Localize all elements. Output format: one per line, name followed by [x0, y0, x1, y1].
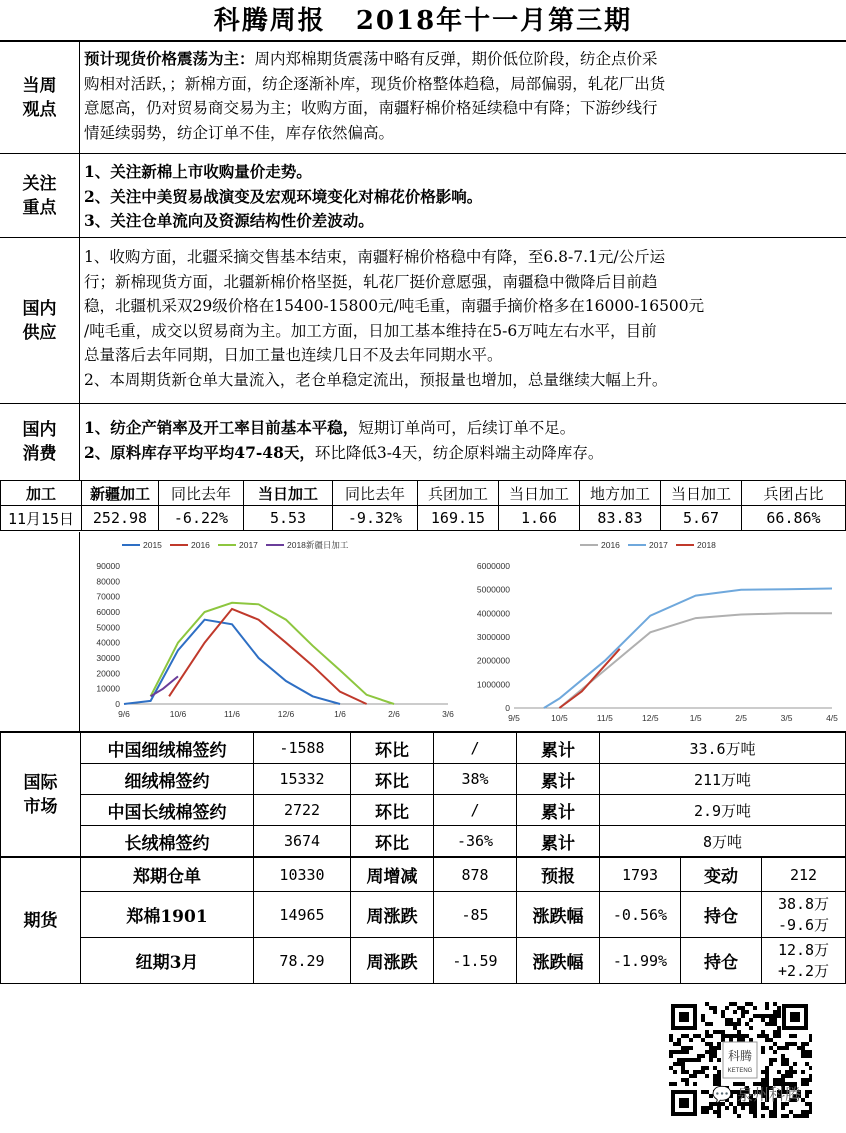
table-header-cell: 兵团占比: [742, 481, 846, 506]
y-tick-label: 5000000: [476, 584, 510, 595]
y-tick-label: 40000: [96, 637, 120, 648]
y-tick-label: 1000000: [476, 679, 510, 690]
report-title: [0, 0, 846, 42]
legend-label: 2017: [649, 540, 668, 550]
charts-label-column: [0, 532, 80, 731]
table-row: 纽期3月 78.29 周涨跌 -1.59 涨跌幅 -1.99% 持仓 12.8万 +2.2万: [1, 938, 846, 984]
section-label: 国内消费: [0, 404, 80, 480]
section-body: 1、关注新棉上市收购量价走势。 2、关注中美贸易战演变及宏观环境变化对棉花价格影响。 3、关注仓单流向及资源结构性价差波动。: [84, 162, 483, 230]
legend-label: 2015: [143, 540, 162, 550]
table-cell: 169.15: [418, 506, 499, 531]
futures-table: [0, 857, 846, 984]
table-cell: 11月15日: [1, 506, 82, 531]
y-tick-label: 3000000: [476, 632, 510, 642]
section-label: 国际市场: [1, 733, 81, 857]
x-tick-label: 2/5: [735, 713, 748, 723]
y-tick-label: 10000: [96, 683, 120, 694]
section-body: 预计现货价格震荡为主：周内郑棉期货震荡中略有反弹，期价低位阶段，纺企点价采 购相对活跃，；新棉方面，纺企逐渐补库，现货价格整体趋稳，局部偏弱，轧花厂出货 意愿高，仍对贸易商交易为主；收购方面，南疆籽棉价格延续稳中有降；下游纱线行 情延续弱势，纺企订单不佳，库存依然偏高。: [84, 49, 666, 142]
wechat-icon: 💬: [712, 1085, 732, 1104]
table-row: 细绒棉签约 15332 环比 38% 累计 211万吨: [1, 764, 846, 795]
x-tick-label: 11/5: [596, 713, 613, 723]
section-body: 1、纺企产销率及开工率目前基本平稳，短期订单尚可，后续订单不足。 2、原料库存平均平均47-48天，环比降低3-4天，纺企原料端主动降库存。: [84, 418, 604, 462]
x-tick-label: 4/5: [826, 713, 838, 723]
x-tick-label: 2/6: [388, 709, 400, 719]
table-header-row: [1, 481, 846, 506]
x-tick-label: 1/5: [689, 713, 702, 723]
table-row: 期货 郑期仓单 10330 周增减 878 预报 1793 变动 212: [1, 858, 846, 892]
x-tick-label: 10/5: [551, 713, 568, 723]
table-cell: 252.98: [82, 506, 159, 531]
y-tick-label: 20000: [96, 668, 120, 679]
table-header-cell: 当日加工: [661, 481, 742, 506]
watermark: 💬 泉州科腾: [712, 1085, 802, 1104]
series-line-2018: [559, 649, 619, 708]
qr-logo-subtext: KETENG: [727, 1068, 753, 1074]
table-header-cell: 兵团加工: [418, 481, 499, 506]
section-consume: [0, 404, 846, 480]
series-line-2016: [559, 613, 832, 708]
table-row: 郑棉1901 14965 周涨跌 -85 涨跌幅 -0.56% 持仓 38.8万 -9.6万: [1, 892, 846, 938]
report-name: 科腾周报: [213, 6, 326, 36]
section-label: 期货: [1, 858, 81, 984]
daily-processing-chart: [88, 536, 458, 726]
table-cell: 83.83: [580, 506, 661, 531]
x-tick-label: 10/6: [169, 709, 187, 719]
legend-label: 2018: [697, 540, 716, 550]
table-header-cell: 加工: [1, 481, 82, 506]
y-tick-label: 60000: [96, 607, 120, 617]
section-body: 1、收购方面，北疆采摘交售基本结束，南疆籽棉价格稳中有降，至6.8-7.1元/公斤运 行；新棉现货方面，北疆新棉价格坚挺，轧花厂挺价意愿强，南疆稳中微降后目前趋 稳，北疆机采双29级价格在15400-15800元/吨毛重，南疆手摘价格多在16000-16500元 /吨毛重，成交以贸易商为主。加工方面，日加工基本维持在5-6万吨左右水平，目前 总量落后去年同期，日加工量也连续几日不及去年同期水平。 2、本周期货新仓单大量流入，老仓单稳定流出，预报量也增加，总量继续大幅上升。: [84, 248, 705, 389]
section-label: 当周观点: [0, 42, 80, 153]
table-row: 长绒棉签约 3674 环比 -36% 累计 8万吨: [1, 826, 846, 857]
table-header-cell: 地方加工: [580, 481, 661, 506]
table-cell: 5.67: [661, 506, 742, 531]
table-cell: 66.86%: [742, 506, 846, 531]
intl-market-table: [0, 732, 846, 857]
y-tick-label: 2000000: [476, 655, 510, 666]
y-tick-label: 0: [115, 699, 120, 709]
table-header-cell: 同比去年: [159, 481, 244, 506]
table-header-cell: 同比去年: [333, 481, 418, 506]
x-tick-label: 9/6: [118, 709, 130, 719]
section-label: 国内供应: [0, 238, 80, 403]
y-tick-label: 0: [505, 703, 510, 713]
section-view: [0, 42, 846, 154]
x-tick-label: 3/6: [442, 709, 454, 719]
section-supply: [0, 238, 846, 404]
table-cell: -9.32%: [333, 506, 418, 531]
x-tick-label: 1/6: [334, 709, 346, 719]
table-cell: 1.66: [499, 506, 580, 531]
x-tick-label: 12/5: [642, 713, 659, 723]
y-tick-label: 30000: [96, 653, 120, 663]
legend-label: 2018新疆日加工: [287, 540, 349, 550]
view-lead: 预计现货价格震荡为主：: [84, 49, 255, 68]
table-header-cell: 当日加工: [499, 481, 580, 506]
series-line-2017: [151, 603, 394, 704]
legend-label: 2016: [191, 540, 210, 550]
table-row: [1, 506, 846, 531]
legend-label: 2017: [239, 540, 258, 550]
y-tick-label: 70000: [96, 591, 120, 602]
section-focus: [0, 154, 846, 238]
table-row: 中国长绒棉签约 2722 环比 / 累计 2.9万吨: [1, 795, 846, 826]
y-tick-label: 90000: [96, 561, 120, 571]
x-tick-label: 9/5: [508, 713, 520, 723]
series-line-2016: [169, 609, 367, 704]
table-header-cell: 当日加工: [244, 481, 333, 506]
qr-logo-text: 科腾: [727, 1049, 753, 1063]
y-tick-label: 50000: [96, 622, 120, 633]
x-tick-label: 11/6: [224, 709, 240, 719]
table-row: 国际市场 中国细绒棉签约 -1588 环比 / 累计 33.6万吨: [1, 733, 846, 764]
charts-section: [0, 532, 846, 732]
legend-label: 2016: [601, 540, 620, 550]
table-cell: -6.22%: [159, 506, 244, 531]
x-tick-label: 3/5: [780, 713, 793, 723]
table-header-cell: 新疆加工: [82, 481, 159, 506]
cumulative-processing-chart: [462, 536, 840, 726]
report-issue: 2018年十一月第三期: [355, 6, 633, 36]
y-tick-label: 80000: [96, 576, 120, 587]
y-tick-label: 6000000: [476, 561, 510, 571]
x-tick-label: 12/6: [277, 709, 295, 719]
processing-table: [0, 480, 846, 531]
y-tick-label: 4000000: [476, 608, 510, 619]
series-line-2017: [544, 589, 832, 709]
table-cell: 5.53: [244, 506, 333, 531]
section-label: 关注重点: [0, 154, 80, 237]
